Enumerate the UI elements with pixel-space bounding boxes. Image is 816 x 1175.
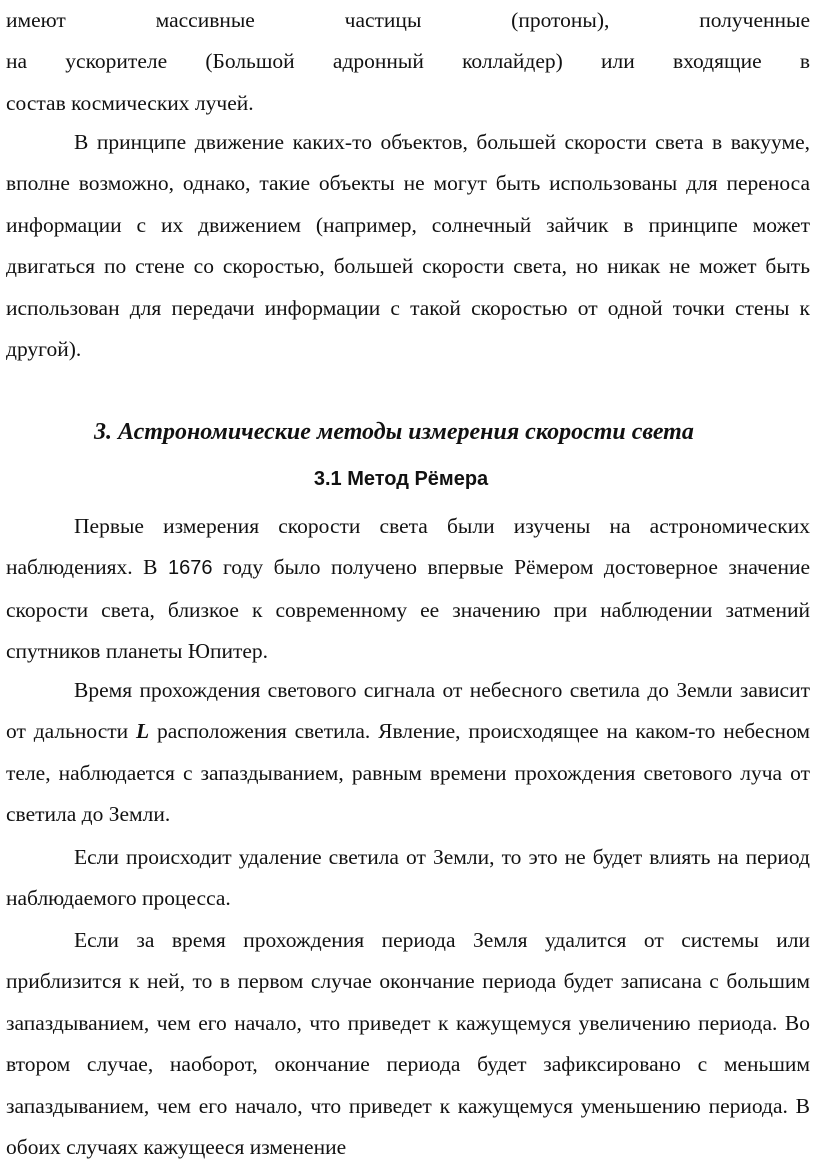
paragraph-signal-time <box>6 670 810 836</box>
text-line: имеют массивные частицы (протоны), полученные <box>6 8 810 32</box>
text-line: состав космических лучей. <box>6 90 254 115</box>
paragraph-first-measurements <box>6 506 810 673</box>
subsection-heading: 3.1 Метод Рёмера <box>313 468 489 490</box>
paragraph-faster-than-light: В принципе движение каких-то объектов, большей скорости света в вакууме, вполне возможно, однако, такие объекты не могут быть использованы для переноса информации с их движением (например, солнечный зайчик в принципе может двигаться по стене со скоростью, большей скорости света, но никак не может быть использован для передачи информации с такой скоростью от одной точки стены к другой). <box>6 130 810 362</box>
text-span: расположения светила. Явление, происходящее на каком-то небесном теле, наблюдается с запаздыванием, равным времени прохождения светового луча от светила до Земли. <box>6 719 810 827</box>
distance-variable: L <box>136 719 150 744</box>
section-heading: 3. Астрономические методы измерения скорости света <box>94 419 694 445</box>
text-line: на ускорителе (Большой адронный коллайдер) или входящие в <box>6 49 810 74</box>
year-number: 1676 <box>168 557 213 580</box>
text-span: Первые измерения скорости света были изучены на астрономических наблюдениях. В <box>6 514 810 580</box>
paragraph-period-change: Если за время прохождения периода Земля удалится от системы или приблизится к ней, то в первом случае окончание периода будет записана с большим запаздыванием, чем его начало, что приведет к кажущемуся увеличению периода. Во втором случае, наоборот, окончание периода будет зафиксировано с меньшим запаздыванием, чем его начало, что приведет к кажущемуся уменьшению периода. В обоих случаях кажущееся изменение <box>6 928 810 1160</box>
paragraph-receding-source: Если происходит удаление светила от Земли, то это не будет влиять на период наблюдаемого процесса. <box>6 845 810 911</box>
text-span: году было получено впервые Рёмером достоверное значение скорости света, близкое к современному ее значению при наблюдении затмений спутников планеты Юпитер. <box>6 555 811 664</box>
paragraph-continuation <box>6 0 810 124</box>
text-span: Время прохождения светового сигнала от небесного светила до Земли зависит от дальности <box>6 678 810 744</box>
